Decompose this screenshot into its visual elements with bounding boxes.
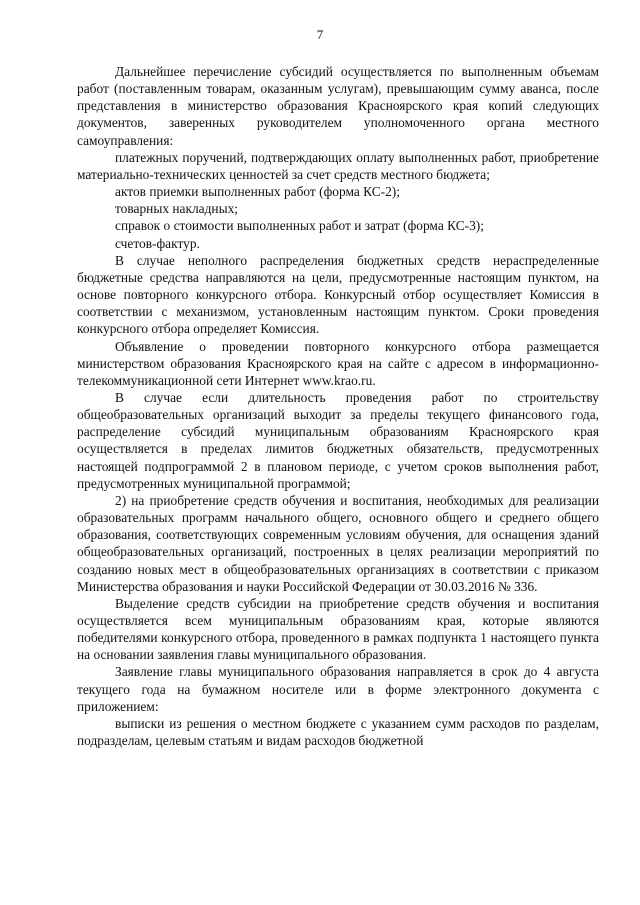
paragraph-item-2-equipment: 2) на приобретение средств обучения и воспитания, необходимых для реализации образовательных программ начального общего, основного общего и среднего общего образования, соответствующих современным условиям обучения, для оснащения зданий общеобразовательных организаций, построенных в целях реализации мероприятий по созданию новых мест в общеобразовательных организациях в соответствии с приказом Министерства образования и науки Российской Федерации от 30.03.2016 № 336. [77,492,599,594]
list-item-cost-certificates: справок о стоимости выполненных работ и затрат (форма КС-3); [115,218,484,234]
paragraph-construction-duration: В случае если длительность проведения работ по строительству общеобразовательных организаций выходит за пределы текущего финансового года, распределение субсидий муниципальным образованиям Красноярского края осуществляется в пределах лимитов бюджетных обязательств, предусмотренных настоящей подпрограммой 2 в плановом периоде, с учетом сроков выполнения работ, предусмотренных муниципальной программой; [77,389,599,491]
paragraph-application-deadline: Заявление главы муниципального образования направляется в срок до 4 августа текущего года на бумажном носителе или в форме электронного документа с приложением: [77,664,599,714]
paragraph-undistributed-funds: В случае неполного распределения бюджетных средств нераспределенные бюджетные средства направляются на цели, предусмотренные настоящим пунктом, на основе повторного конкурсного отбора. Конкурсный отбор осуществляет Комиссия в соответствии с механизмом, установленным настоящим пунктом. Сроки проведения конкурсного отбора определяет Комиссия. [77,252,599,337]
list-item-acceptance-acts: актов приемки выполненных работ (форма КС-2); [115,184,400,200]
list-item-waybills: товарных накладных; [115,201,238,217]
paragraph-budget-extract: выписки из решения о местном бюджете с указанием сумм расходов по разделам, подразделам, целевым статьям и видам расходов бюджетной [77,715,599,749]
page-number: 7 [316,27,324,42]
paragraph-subsidy-allocation: Выделение средств субсидии на приобретение средств обучения и воспитания осуществляется всем муниципальным образованиям края, которые являются победителями конкурсного отбора, проведенного в рамках подпункта 1 настоящего пункта на основании заявления главы муниципального образования. [77,595,599,663]
document-body [77,63,599,749]
paragraph-subsidy-transfer: Дальнейшее перечисление субсидий осуществляется по выполненным объемам работ (поставленным товарам, оказанным услугам), превышающим сумму аванса, после представления в министерство образования Красноярского края копий следующих документов, заверенных руководителем уполномоченного органа местного самоуправления: [77,64,599,148]
paragraph-repeat-selection-notice: Объявление о проведении повторного конкурсного отбора размещается министерством образования Красноярского края на сайте с адресом в информационно-телекоммуникационной сети Интернет www.krao.ru. [77,338,599,388]
list-item-payment-orders: платежных поручений, подтверждающих оплату выполненных работ, приобретение материально-технических ценностей за счет средств местного бюджета; [77,149,599,182]
list-item-invoices: счетов-фактур. [115,235,200,251]
